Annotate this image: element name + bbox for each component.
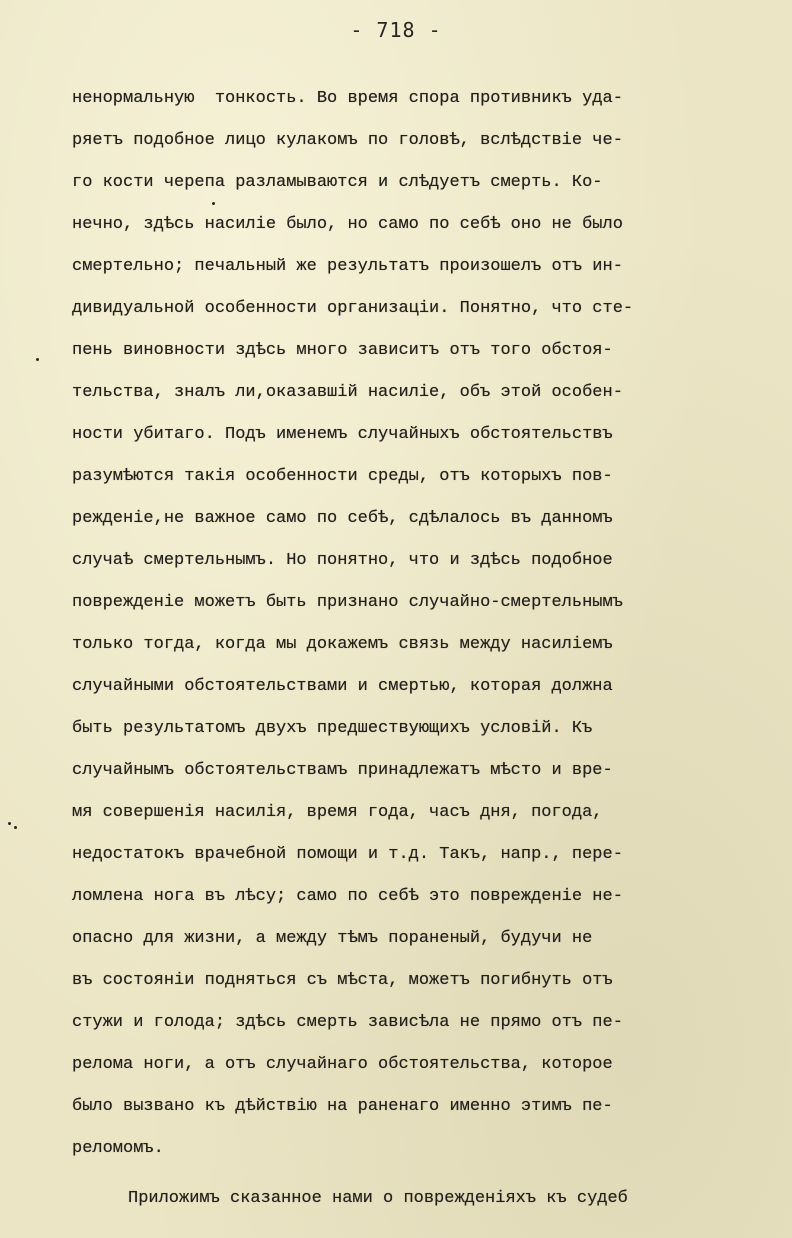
text-line: ненормальную тонкость. Во время спора противникъ уда- bbox=[72, 89, 623, 108]
text-line: ности убитаго. Подъ именемъ случайныхъ обстоятельствъ bbox=[72, 425, 613, 444]
text-line: релома ноги, а отъ случайнаго обстоятельства, которое bbox=[72, 1055, 613, 1074]
paragraph-start-line: Приложимъ сказанное нами о поврежденіяхъ къ судеб bbox=[128, 1189, 628, 1208]
text-line: случаѣ смертельнымъ. Но понятно, что и здѣсь подобное bbox=[72, 551, 613, 570]
text-line: го кости черепа разламываются и слѣдуетъ смерть. Ко- bbox=[72, 173, 603, 192]
text-line: въ состояніи подняться съ мѣста, можетъ погибнуть отъ bbox=[72, 971, 613, 990]
text-line: стужи и голода; здѣсь смерть зависѣла не прямо отъ пе- bbox=[72, 1013, 623, 1032]
text-line: тельства, зналъ ли,оказавшій насиліе, объ этой особен- bbox=[72, 383, 623, 402]
ink-speck bbox=[212, 202, 215, 205]
text-line: поврежденіе можетъ быть признано случайно-смертельнымъ bbox=[72, 593, 623, 612]
text-line: случайнымъ обстоятельствамъ принадлежатъ мѣсто и вре- bbox=[72, 761, 613, 780]
text-line: режденіе,не важное само по себѣ, сдѣлалось въ данномъ bbox=[72, 509, 613, 528]
body-text bbox=[72, 78, 777, 1220]
text-line: разумѣются такія особенности среды, отъ которыхъ пов- bbox=[72, 467, 613, 486]
ink-speck bbox=[36, 358, 39, 361]
text-line: пень виновности здѣсь много зависитъ отъ того обстоя- bbox=[72, 341, 613, 360]
text-line: смертельно; печальный же результатъ произошелъ отъ ин- bbox=[72, 257, 623, 276]
text-line: мя совершенія насилія, время года, часъ дня, погода, bbox=[72, 803, 603, 822]
page-number: - 718 - bbox=[350, 18, 442, 42]
ink-speck bbox=[8, 822, 11, 825]
text-line: недостатокъ врачебной помощи и т.д. Такъ, напр., пере- bbox=[72, 845, 623, 864]
text-line: опасно для жизни, а между тѣмъ пораненый, будучи не bbox=[72, 929, 593, 948]
text-line: случайными обстоятельствами и смертью, которая должна bbox=[72, 677, 613, 696]
text-line: ряетъ подобное лицо кулакомъ по головѣ, вслѣдствіе че- bbox=[72, 131, 623, 150]
text-line: быть результатомъ двухъ предшествующихъ условій. Къ bbox=[72, 719, 593, 738]
text-line: нечно, здѣсь насиліе было, но само по себѣ оно не было bbox=[72, 215, 623, 234]
text-line: ломлена нога въ лѣсу; само по себѣ это поврежденіе не- bbox=[72, 887, 623, 906]
text-line: только тогда, когда мы докажемъ связь между насиліемъ bbox=[72, 635, 613, 654]
text-line: было вызвано къ дѣйствію на раненаго именно этимъ пе- bbox=[72, 1097, 613, 1116]
text-line: реломомъ. bbox=[72, 1139, 164, 1158]
ink-speck bbox=[14, 826, 17, 829]
text-line: дивидуальной особенности организаціи. Понятно, что сте- bbox=[72, 299, 634, 318]
